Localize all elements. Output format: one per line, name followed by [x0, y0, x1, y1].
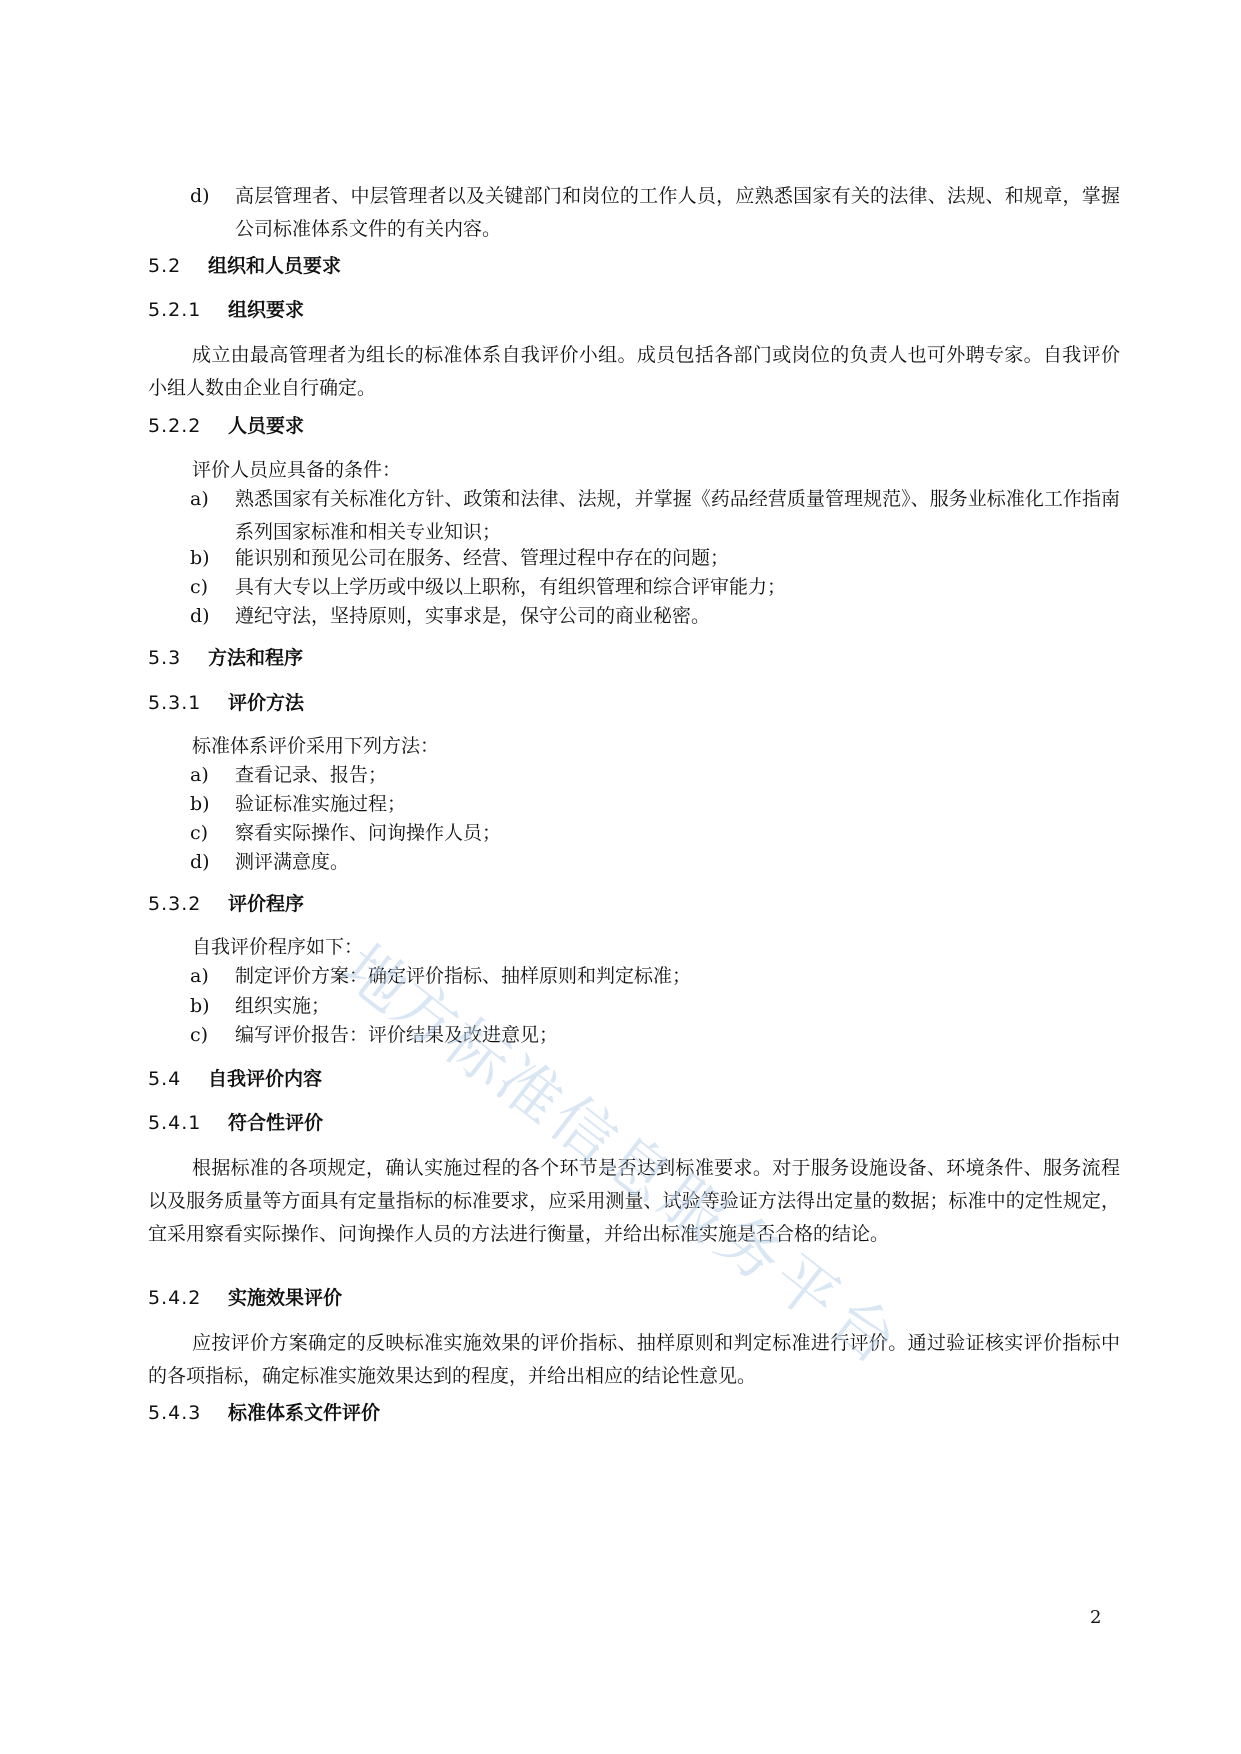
section-heading-5-4-3: [148, 1400, 380, 1426]
list-text: 高层管理者、中层管理者以及关键部门和岗位的工作人员，应熟悉国家有关的法律、法规、和规章，掌握公司标准体系文件的有关内容。: [235, 185, 1120, 240]
watermark-char: 地: [328, 930, 423, 1027]
section-number: 5.3: [148, 647, 182, 669]
section-number: 5.2.1: [148, 299, 202, 321]
list-item: [190, 846, 1120, 879]
section-number: 5.4: [148, 1068, 182, 1090]
section-title: 自我评价内容: [208, 1068, 323, 1090]
list-item: [190, 600, 1120, 633]
section-number: 5.4.1: [148, 1112, 202, 1134]
list-label: b): [190, 793, 210, 815]
section-heading-5-4-1: [148, 1110, 323, 1136]
section-number: 5.2: [148, 255, 182, 277]
list-label: d): [190, 185, 210, 207]
watermark-char: 务: [702, 1200, 797, 1297]
section-heading-5-3-2: [148, 891, 304, 917]
watermark-char: 准: [482, 1042, 577, 1139]
list-text: 组织实施；: [235, 995, 331, 1017]
section-title: 评价方法: [228, 692, 305, 714]
list-text: 制定评价方案：确定评价指标、抽样原则和判定标准；: [235, 965, 692, 987]
list-label: a): [190, 764, 209, 786]
list-intro: 自我评价程序如下：: [192, 936, 364, 958]
list-text: 察看实际操作、问询操作人员；: [235, 822, 502, 844]
list-item: [190, 960, 1120, 993]
section-number: 5.4.2: [148, 1287, 202, 1309]
page-number: 2: [1090, 1607, 1102, 1628]
list-intro: 标准体系评价采用下列方法：: [192, 735, 440, 757]
section-title: 组织要求: [228, 299, 305, 321]
list-label: a): [190, 488, 209, 510]
list-intro: 评价人员应具备的条件：: [192, 459, 402, 481]
list-text: 查看记录、报告；: [235, 764, 388, 786]
section-number: 5.3.2: [148, 893, 202, 915]
section-title: 评价程序: [228, 893, 305, 915]
list-label: b): [190, 995, 210, 1017]
section-number: 5.4.3: [148, 1402, 202, 1424]
list-label: c): [190, 576, 209, 598]
watermark-char: 服: [646, 1160, 741, 1257]
section-number: 5.3.1: [148, 692, 202, 714]
watermark-char: 信: [536, 1081, 631, 1178]
list-label: d): [190, 605, 210, 627]
paragraph: 根据标准的各项规定，确认实施过程的各个环节是否达到标准要求。对于服务设施设备、环境条件、服务流程以及服务质量等方面具有定量指标的标准要求，应采用测量、试验等验证方法得出定量的数据；标准中的定性规定，宜采用察看实际操作、问询操作人员的方法进行衡量，并给出标准实施是否合格的结论。: [148, 1157, 1120, 1245]
section-heading-5-4-2: [148, 1285, 342, 1311]
list-text: 遵纪守法，坚持原则，实事求是，保守公司的商业秘密。: [235, 605, 711, 627]
section-heading-5-4: [148, 1066, 322, 1092]
list-item: [190, 483, 1120, 549]
watermark-char: 方: [378, 966, 473, 1063]
watermark-char: 息: [590, 1120, 685, 1217]
section-title: 人员要求: [228, 415, 305, 437]
list-label: c): [190, 822, 209, 844]
list-label: c): [190, 1024, 209, 1046]
list-text: 能识别和预见公司在服务、经营、管理过程中存在的问题；: [235, 547, 730, 569]
list-text: 编写评价报告：评价结果及改进意见；: [235, 1024, 559, 1046]
section-title: 实施效果评价: [228, 1287, 343, 1309]
section-heading-5-3: [148, 645, 303, 671]
section-heading-5-2-2: [148, 413, 304, 439]
list-text: 具有大专以上学历或中级以上职称，有组织管理和综合评审能力；: [235, 576, 787, 598]
list-text: 测评满意度。: [235, 851, 350, 873]
list-label: b): [190, 547, 210, 569]
watermark-char: 平: [758, 1240, 853, 1337]
list-label: a): [190, 965, 209, 987]
watermark-char: 标: [430, 1004, 525, 1101]
paragraph: 应按评价方案确定的反映标准实施效果的评价指标、抽样原则和判定标准进行评价。通过验证核实评价指标中的各项指标，确定标准实施效果达到的程度，并给出相应的结论性意见。: [148, 1332, 1120, 1387]
list-item: [190, 180, 1120, 246]
section-title: 组织和人员要求: [208, 255, 342, 277]
list-text: 熟悉国家有关标准化方针、政策和法律、法规，并掌握《药品经营质量管理规范》、服务业标准化工作指南系列国家标准和相关专业知识；: [235, 488, 1120, 543]
section-number: 5.2.2: [148, 415, 202, 437]
list-text: 验证标准实施过程；: [235, 793, 407, 815]
list-label: d): [190, 851, 210, 873]
section-heading-5-3-1: [148, 690, 304, 716]
watermark-char: 台: [816, 1282, 911, 1379]
section-heading-5-2: [148, 253, 341, 279]
section-title: 标准体系文件评价: [228, 1402, 381, 1424]
list-item: [190, 1019, 1120, 1052]
section-title: 符合性评价: [228, 1112, 324, 1134]
section-heading-5-2-1: [148, 297, 304, 323]
paragraph: 成立由最高管理者为组长的标准体系自我评价小组。成员包括各部门或岗位的负责人也可外聘专家。自我评价小组人数由企业自行确定。: [148, 344, 1120, 399]
section-title: 方法和程序: [208, 647, 304, 669]
